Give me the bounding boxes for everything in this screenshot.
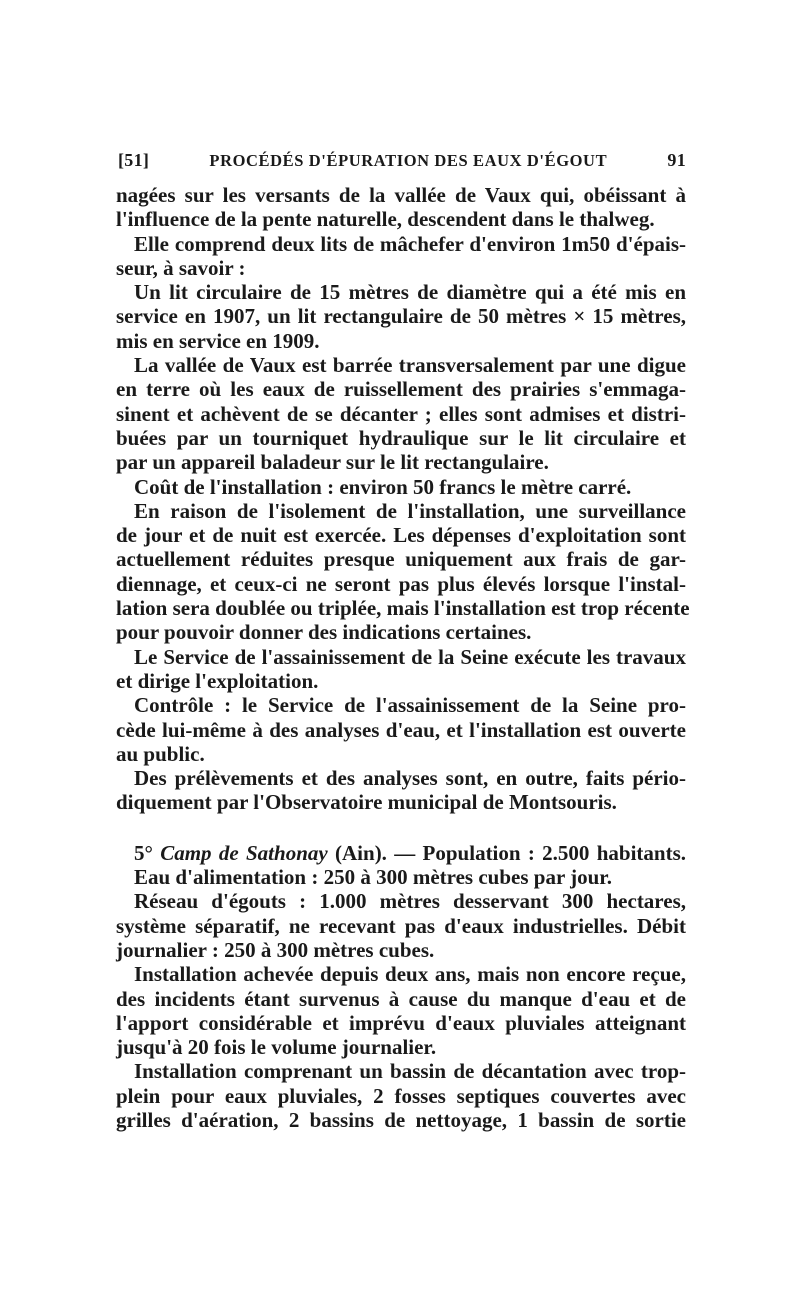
text-line: Coût de l'installation : environ 50 francs le mètre carré. [134, 474, 632, 499]
text-line: actuellement réduites presque uniquement aux frais de gar- [116, 547, 686, 572]
text-line: nagées sur les versants de la vallée de Vaux qui, obéissant à [116, 183, 686, 207]
text-line: buées par un tourniquet hydraulique sur le lit circulaire et [116, 425, 686, 450]
text-line: en terre où les eaux de ruissellement des prairies s'emmaga- [116, 377, 686, 402]
section-heading [116, 841, 686, 865]
text-line: de jour et de nuit est exercée. Les dépenses d'exploitation sont [116, 523, 686, 548]
text-line: seur, à savoir : [116, 255, 246, 280]
text-line: grilles d'aération, 2 bassins de nettoyage, 1 bassin de sortie [116, 1107, 686, 1132]
text-line: Réseau d'égouts : 1.000 mètres desservant 300 hectares, [134, 889, 686, 914]
text-line: Installation comprenant un bassin de décantation avec trop- [134, 1059, 686, 1084]
page-ref: [51] [118, 150, 150, 170]
text-line: au public. [116, 741, 205, 766]
text-line: diquement par l'Observatoire municipal de Montsouris. [116, 790, 617, 815]
section-number: 5° [134, 840, 153, 865]
text-line: sinent et achèvent de se décanter ; elles sont admises et distri- [116, 401, 686, 426]
text-line: Le Service de l'assainissement de la Seine exécute les travaux [134, 644, 686, 669]
page-number: 91 [667, 150, 686, 170]
text-line: Eau d'alimentation : 250 à 300 mètres cubes par jour. [134, 865, 612, 890]
section-population: (Ain). — Population : 2.500 habitants. [335, 840, 687, 865]
section-camp-name: Camp de Sathonay [160, 840, 328, 865]
text-line: cède lui-même à des analyses d'eau, et l'installation est ouverte [116, 717, 686, 742]
text-line: pour pouvoir donner des indications certaines. [116, 620, 532, 645]
text-line: Des prélèvements et des analyses sont, en outre, faits pério- [134, 766, 686, 791]
body-text [116, 183, 690, 1132]
text-line: des incidents étant survenus à cause du manque d'eau et de [116, 986, 686, 1011]
text-line: Elle comprend deux lits de mâchefer d'environ 1m50 d'épais- [134, 231, 686, 256]
running-header [118, 150, 686, 171]
text-line: service en 1907, un lit rectangulaire de 50 mètres × 15 mètres, [116, 304, 686, 329]
text-line: lation sera doublée ou triplée, mais l'installation est trop récente [116, 596, 690, 621]
text-line: mis en service en 1909. [116, 328, 320, 353]
text-line: jusqu'à 20 fois le volume journalier. [116, 1035, 437, 1060]
text-line: Installation achevée depuis deux ans, mais non encore reçue, [134, 962, 686, 987]
text-block-vaux [116, 183, 690, 815]
text-line: Un lit circulaire de 15 mètres de diamètre qui a été mis en [134, 280, 686, 305]
text-line: journalier : 250 à 300 mètres cubes. [116, 937, 435, 962]
text-line: diennage, et ceux-ci ne seront pas plus élevés lorsque l'instal- [116, 571, 686, 596]
text-line: La vallée de Vaux est barrée transversalement par une digue [134, 353, 686, 378]
text-line: et dirige l'exploitation. [116, 668, 319, 693]
text-line: plein pour eaux pluviales, 2 fosses septiques couvertes avec [116, 1083, 686, 1108]
text-line: l'apport considérable et imprévu d'eaux pluviales atteignant [116, 1010, 686, 1035]
text-line: système séparatif, ne recevant pas d'eaux industrielles. Débit [116, 913, 686, 938]
text-line: l'influence de la pente naturelle, descendent dans le thalweg. [116, 207, 655, 232]
text-block-sathonay [116, 865, 686, 1132]
text-line: En raison de l'isolement de l'installation, une surveillance [134, 498, 686, 523]
text-line: Contrôle : le Service de l'assainissement de la Seine pro- [134, 693, 686, 718]
text-line: par un appareil baladeur sur le lit rectangulaire. [116, 450, 549, 475]
running-title: PROCÉDÉS D'ÉPURATION DES EAUX D'ÉGOUT [209, 151, 608, 170]
